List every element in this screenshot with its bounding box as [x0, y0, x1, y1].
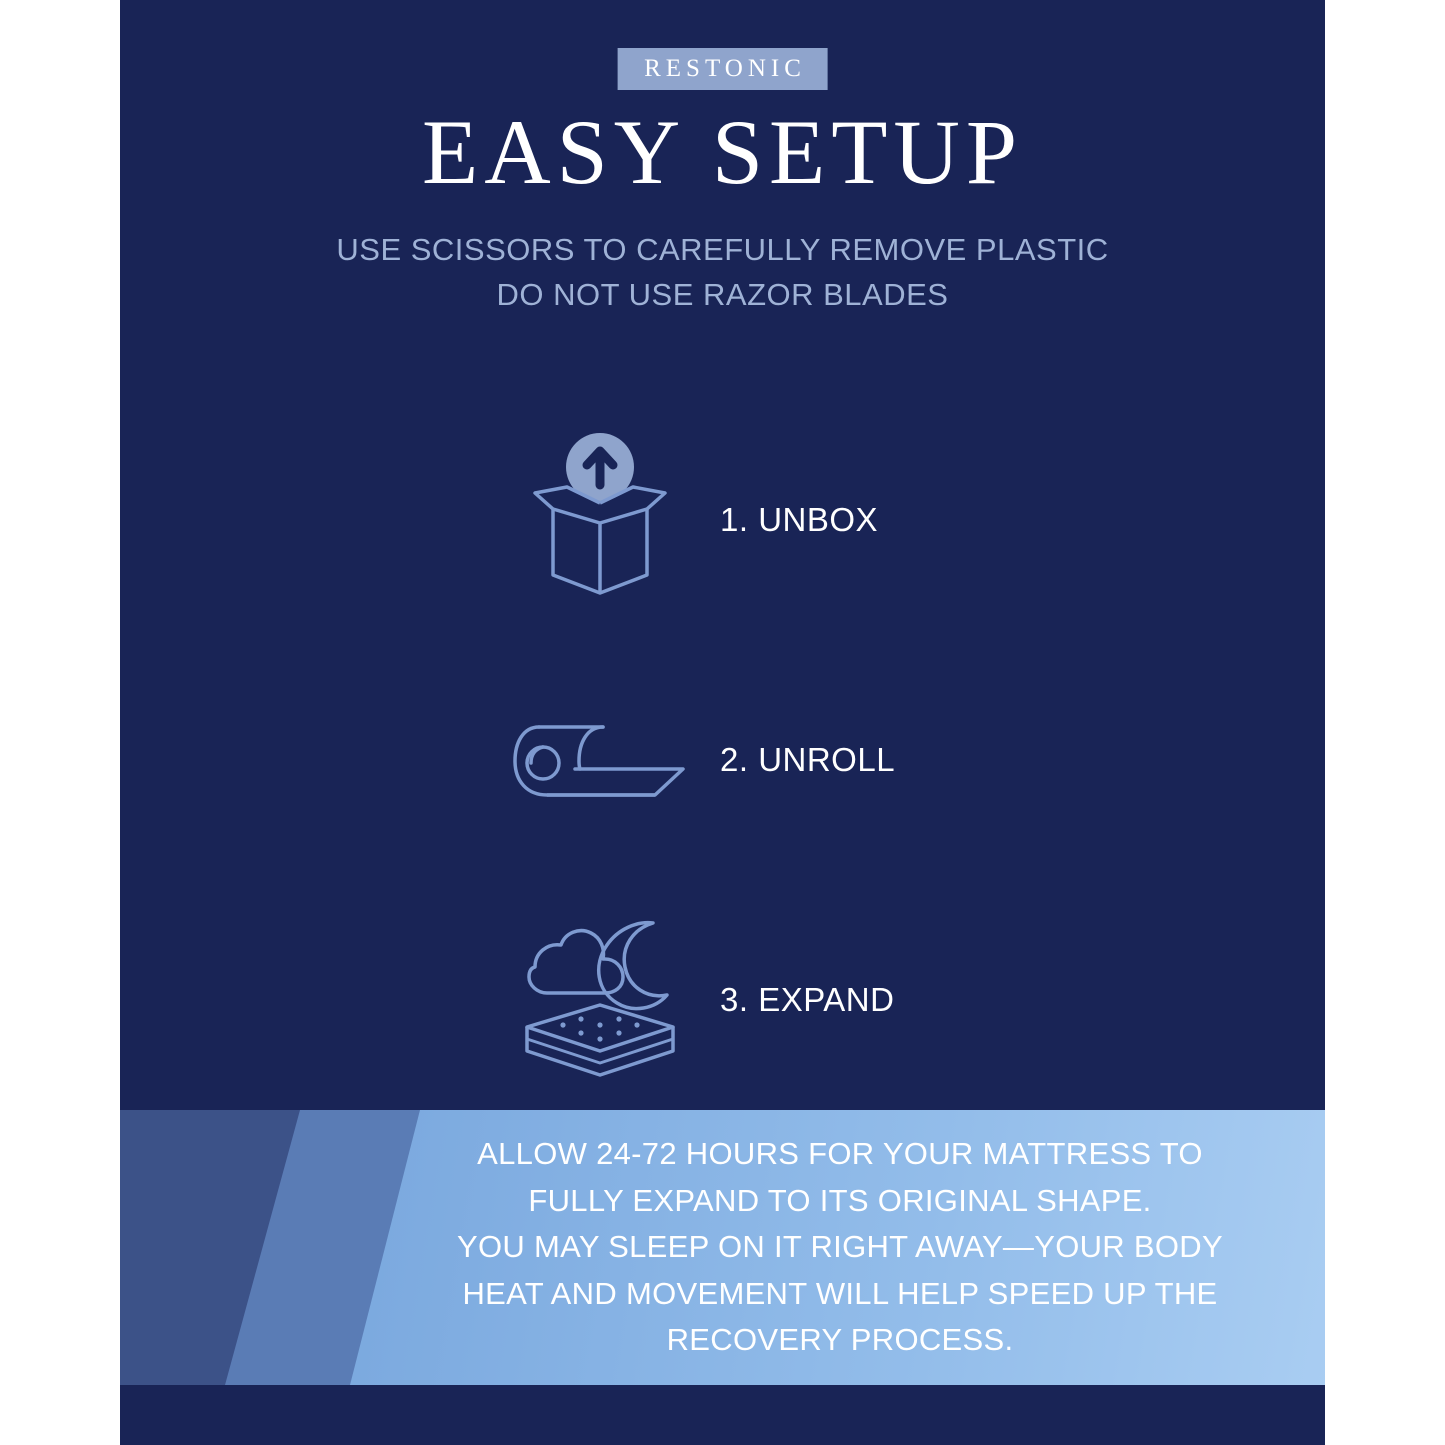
- step-item: [120, 640, 1325, 880]
- poster-canvas: [120, 0, 1325, 1445]
- footer-note-line-1: ALLOW 24-72 HOURS FOR YOUR MATTRESS TO: [477, 1136, 1203, 1172]
- brand-badge: RESTONIC: [617, 48, 828, 90]
- footer-note-line-4: HEAT AND MOVEMENT WILL HELP SPEED UP THE: [462, 1275, 1218, 1311]
- step-label: 1. UNBOX: [720, 501, 879, 538]
- subtitle-line-2: DO NOT USE RAZOR BLADES: [496, 276, 949, 312]
- open-box-arrow-up-icon: [505, 425, 695, 615]
- rolled-mattress-icon: [505, 665, 695, 855]
- moon-cloud-mattress-icon: [505, 905, 695, 1095]
- step-label: 3. EXPAND: [720, 981, 895, 1018]
- step-label: 2. UNROLL: [720, 741, 896, 778]
- steps-list: [120, 400, 1325, 1120]
- footer-band: [120, 1110, 1325, 1385]
- page-subtitle: [120, 228, 1325, 318]
- footer-note-line-3: YOU MAY SLEEP ON IT RIGHT AWAY—YOUR BODY: [457, 1229, 1223, 1265]
- footer-note-line-5: RECOVERY PROCESS.: [666, 1322, 1014, 1358]
- step-item: [120, 400, 1325, 640]
- page-title: EASY SETUP: [422, 101, 1023, 203]
- subtitle-line-1: USE SCISSORS TO CAREFULLY REMOVE PLASTIC: [336, 232, 1109, 267]
- footer-note-line-2: FULLY EXPAND TO ITS ORIGINAL SHAPE.: [528, 1182, 1152, 1218]
- step-item: [120, 880, 1325, 1120]
- footer-note: [370, 1110, 1310, 1385]
